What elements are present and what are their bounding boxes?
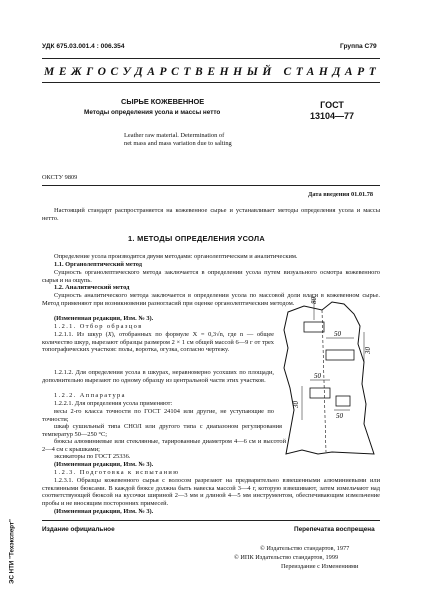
sample-area-butt-2	[336, 396, 350, 406]
preparation-heading: 1.2.3. Подготовка к испытанию	[54, 469, 180, 476]
analytic-heading: 1.2. Аналитический метод	[54, 284, 130, 291]
sample-area-butt	[310, 388, 330, 398]
edit-note-1: (Измененная редакция, Изм. № 3).	[54, 315, 154, 322]
dim-label-80: 80	[310, 297, 318, 304]
apparatus-item-bottles: бюксы алюминиевые или стеклянные, тарированные диаметром 4—6 см и высотой 2—4 см с крышками;	[42, 438, 286, 453]
dim-label-50-a: 50	[334, 330, 341, 338]
interstate-standard-banner: МЕЖГОСУДАРСТВЕННЫЙ СТАНДАРТ	[44, 66, 381, 78]
apparatus-heading: 1.2.2. Аппаратура	[54, 392, 126, 399]
apparatus-item-desiccators: эксикаторы по ГОСТ 25336.	[54, 453, 131, 460]
sampling-text-a: 1.2.1.1. Из шкур (	[54, 331, 108, 338]
apparatus-item-scales: весы 2-го класса точности по ГОСТ 24104 или другие, не уступающие по точности;	[42, 408, 274, 423]
header-rule-top	[42, 58, 380, 59]
organoleptic-text: Сущность органолептического метода заключается в определении усола путем визуального осмотра кожевенного сырья и на ощупь.	[42, 269, 380, 284]
gost-label: ГОСТ	[320, 100, 344, 110]
sampling-text-b: ), отобранных по формуле X = 0,3√n, где n —	[111, 331, 254, 338]
english-title	[124, 132, 232, 148]
uneven-drying-text: 1.2.1.2. Для определения усола в шкурах, неравномерно усохших по площади, дополнительно вырезают по одному образцу из центральной части этих участков.	[42, 369, 274, 384]
official-edition: Издание официальное	[42, 526, 115, 533]
sampling-text-c: общее количество шкур, вырезают образцы размером 2 × 1 см общей массой 6—9 г от трех топографических участков: полы, воротка, огузка, согласно чертежу.	[42, 331, 274, 354]
reprint-prohibited: Перепечатка воспрещена	[294, 526, 375, 533]
edit-note-2: (Измененная редакция, Изм. № 3).	[54, 461, 154, 468]
dim-label-30-a: 30	[292, 401, 300, 408]
english-title-line-2: net mass and mass variation due to salting	[124, 140, 232, 148]
section-1-heading: 1. МЕТОДЫ ОПРЕДЕЛЕНИЯ УСОЛА	[128, 234, 266, 243]
preparation-text: 1.2.3.1. Образцы кожевенного сырья с волосом разрезают на предварительно взвешенными алюминиевыми или стеклянными бюксами. В каждой бюксе должна быть навеска массой 3—4 г, которую взвешивают, затем измельчают над соответствующей бюксой на кусочки шириной 2—3 мм и длиной 4—5 мм инструментом, обеспечивающим измельчение пробы и не вносящим посторонних примесей.	[42, 477, 380, 507]
sampling-heading: 1.2.1. Отбор образцов	[54, 323, 143, 330]
standard-subtitle: Методы определения усола и массы нетто	[84, 109, 221, 116]
footer-rule	[42, 520, 380, 521]
sampling-var-x: X	[107, 331, 112, 338]
hide-sampling-drawing	[274, 292, 384, 460]
header-rule-bottom	[42, 82, 380, 83]
dim-label-50-c: 50	[336, 412, 343, 420]
gost-number	[306, 100, 358, 122]
methods-paragraph: Определение усола производится двумя методами: органолептическим и аналитическим.	[54, 253, 298, 260]
hide-outline	[284, 302, 374, 454]
apparatus-intro: 1.2.2.1. Для определения усола применяют:	[54, 400, 173, 407]
intro-date	[308, 191, 373, 198]
english-title-line-1: Leather raw material. Determination of	[124, 132, 225, 139]
copyright-1999: © ИПК Издательство стандартов, 1999	[234, 554, 339, 561]
sample-area-collar	[304, 322, 324, 332]
dim-label-50-b: 50	[314, 372, 321, 380]
sampling-text	[42, 331, 274, 354]
gost-code: 13104—77	[309, 111, 355, 121]
copyright-1977: © Издательство стандартов, 1977	[260, 545, 350, 552]
standard-title: СЫРЬЕ КОЖЕВЕННОЕ	[121, 97, 205, 106]
reissue-note: Переиздание с Изменениями	[281, 563, 359, 570]
apparatus-item-oven: шкаф сушильный типа СНОЛ или другого типа с диапазоном регулирования температур 50—250 °С;	[42, 423, 282, 438]
side-stamp: ЭС НТИ "Техэксперт"	[8, 519, 16, 584]
udk-code: УДК 675.03.001.4 : 006.354	[42, 43, 125, 50]
dim-label-30-b: 30	[364, 347, 372, 354]
group-code: Группа С79	[340, 43, 377, 50]
intro-date-label: Дата введения	[308, 191, 350, 198]
sample-area-side	[326, 350, 354, 360]
analytic-text: Сущность аналитического метода заключается в определении усола по массовой доли влаги в кожевенном сырье. Метод применяют при возникновении разногласий при оценке органолептическим методом.	[42, 292, 380, 307]
intro-paragraph: Настоящий стандарт распространяется на кожевенное сырье и устанавливает методы определения усола и массы нетто.	[42, 207, 380, 222]
edit-note-3: (Измененная редакция, Изм. № 3).	[54, 508, 154, 515]
intro-date-value: 01.01.78	[350, 191, 373, 198]
okstu-code: ОКСТУ 9809	[42, 174, 78, 181]
organoleptic-heading: 1.1. Органолептический метод	[54, 261, 143, 268]
okstu-rule	[42, 185, 380, 186]
